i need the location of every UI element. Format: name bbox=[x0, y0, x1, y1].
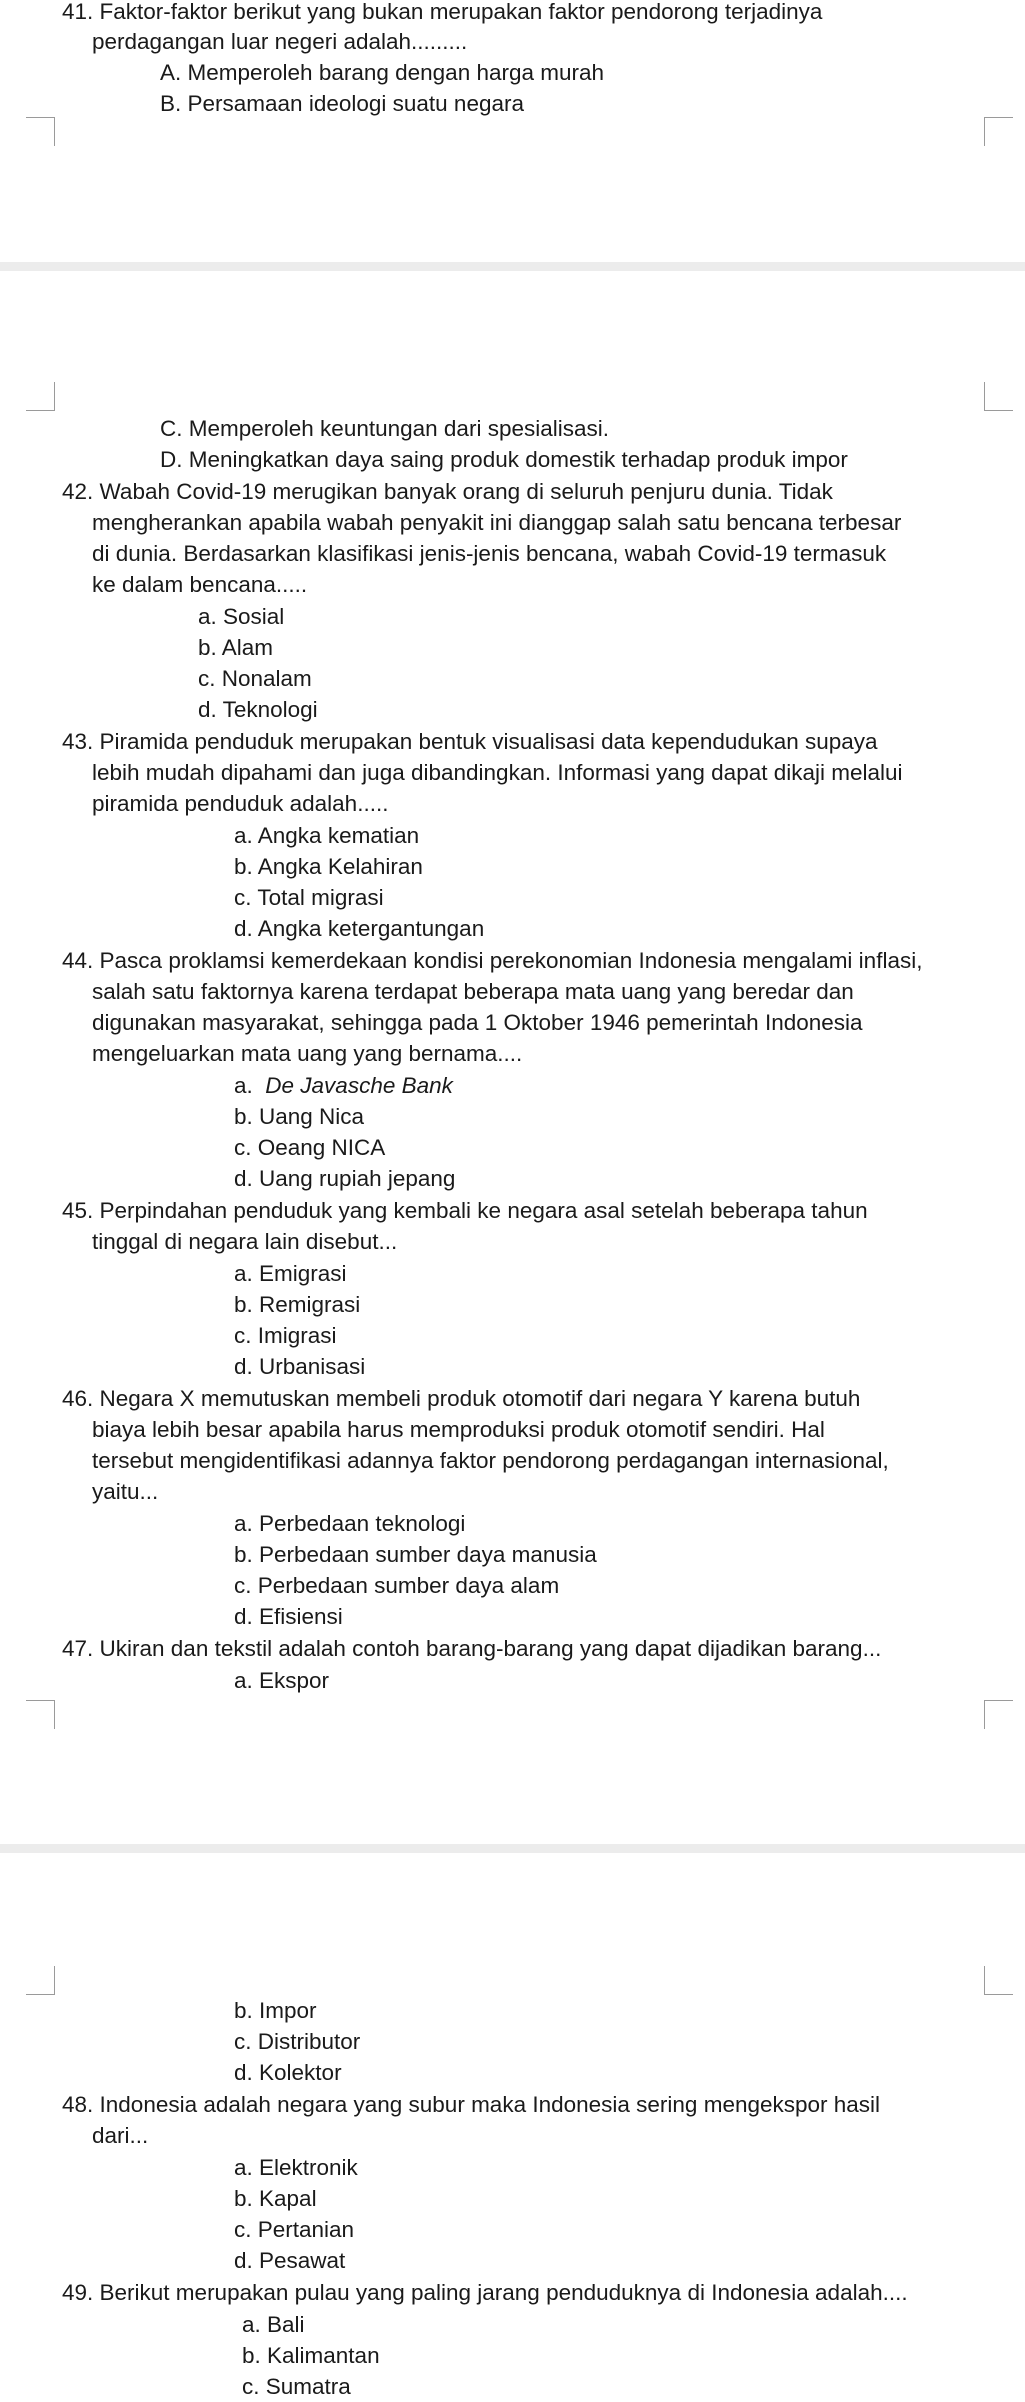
q47-option-d: d. Kolektor bbox=[234, 2060, 342, 2085]
q41-option-b: B. Persamaan ideologi suatu negara bbox=[160, 91, 524, 116]
q41-option-d: D. Meningkatkan daya saing produk domestik terhadap produk impor bbox=[160, 447, 848, 472]
page-break-divider bbox=[0, 1844, 1025, 1853]
q44-option-d: d. Uang rupiah jepang bbox=[234, 1166, 456, 1191]
q45-option-a: a. Emigrasi bbox=[234, 1261, 347, 1286]
q46-option-a: a. Perbedaan teknologi bbox=[234, 1511, 466, 1536]
q43-option-a: a. Angka kematian bbox=[234, 823, 420, 848]
page-corner-mark bbox=[984, 382, 1013, 411]
q49-option-a: a. Bali bbox=[242, 2312, 305, 2337]
q44-option-a-label: a. bbox=[234, 1073, 253, 1098]
q44-option-a bbox=[234, 1070, 453, 1101]
q48-option-a: a. Elektronik bbox=[234, 2155, 358, 2180]
q42-stem-line1: 42. Wabah Covid-19 merugikan banyak orang di seluruh penjuru dunia. Tidak bbox=[62, 479, 833, 504]
q41-option-c: C. Memperoleh keuntungan dari spesialisasi. bbox=[160, 416, 609, 441]
q42-stem-line4: ke dalam bencana..... bbox=[92, 572, 308, 597]
q42-option-a: a. Sosial bbox=[198, 604, 285, 629]
page-corner-mark bbox=[984, 117, 1013, 146]
q49-option-c-partial: c. Sumatra bbox=[242, 2374, 351, 2399]
q48-stem-line1: 48. Indonesia adalah negara yang subur maka Indonesia sering mengekspor hasil bbox=[62, 2092, 881, 2117]
q46-option-b: b. Perbedaan sumber daya manusia bbox=[234, 1542, 597, 1567]
q46-option-c: c. Perbedaan sumber daya alam bbox=[234, 1573, 560, 1598]
page-break-divider bbox=[0, 262, 1025, 271]
q45-option-b: b. Remigrasi bbox=[234, 1292, 361, 1317]
q43-option-b: b. Angka Kelahiran bbox=[234, 854, 423, 879]
page-corner-mark bbox=[984, 1700, 1013, 1729]
q46-stem-line1: 46. Negara X memutuskan membeli produk otomotif dari negara Y karena butuh bbox=[62, 1386, 861, 1411]
q44-option-c: c. Oeang NICA bbox=[234, 1135, 386, 1160]
q43-option-d: d. Angka ketergantungan bbox=[234, 916, 485, 941]
q42-stem-line3: di dunia. Berdasarkan klasifikasi jenis-jenis bencana, wabah Covid-19 termasuk bbox=[92, 541, 887, 566]
page-corner-mark bbox=[26, 117, 55, 146]
q42-option-b: b. Alam bbox=[198, 635, 274, 660]
q44-stem-line3: digunakan masyarakat, sehingga pada 1 Oktober 1946 pemerintah Indonesia bbox=[92, 1010, 863, 1035]
q44-option-b: b. Uang Nica bbox=[234, 1104, 365, 1129]
q48-option-c: c. Pertanian bbox=[234, 2217, 355, 2242]
q47-option-b: b. Impor bbox=[234, 1998, 317, 2023]
q43-stem-line3: piramida penduduk adalah..... bbox=[92, 791, 389, 816]
q45-stem-line2: tinggal di negara lain disebut... bbox=[92, 1229, 398, 1254]
q47-option-a: a. Ekspor bbox=[234, 1668, 330, 1693]
q45-option-d: d. Urbanisasi bbox=[234, 1354, 366, 1379]
q42-option-c: c. Nonalam bbox=[198, 666, 312, 691]
q42-stem-line2: mengherankan apabila wabah penyakit ini dianggap salah satu bencana terbesar bbox=[92, 510, 902, 535]
q41-option-a: A. Memperoleh barang dengan harga murah bbox=[160, 60, 605, 85]
page-corner-mark bbox=[26, 1966, 55, 1995]
q44-stem-line4: mengeluarkan mata uang yang bernama.... bbox=[92, 1041, 523, 1066]
q43-stem-line1: 43. Piramida penduduk merupakan bentuk visualisasi data kependudukan supaya bbox=[62, 729, 878, 754]
page-corner-mark bbox=[26, 1700, 55, 1729]
q49-stem-line1: 49. Berikut merupakan pulau yang paling jarang penduduknya di Indonesia adalah.... bbox=[62, 2280, 908, 2305]
q46-option-d: d. Efisiensi bbox=[234, 1604, 343, 1629]
q45-stem-line1: 45. Perpindahan penduduk yang kembali ke negara asal setelah beberapa tahun bbox=[62, 1198, 868, 1223]
q41-stem-line1: 41. Faktor-faktor berikut yang bukan merupakan faktor pendorong terjadinya bbox=[62, 0, 823, 24]
q48-option-b: b. Kapal bbox=[234, 2186, 317, 2211]
q49-option-b: b. Kalimantan bbox=[242, 2343, 380, 2368]
q46-stem-line3: tersebut mengidentifikasi adannya faktor pendorong perdagangan internasional, bbox=[92, 1448, 889, 1473]
q44-option-a-text: De Javasche Bank bbox=[265, 1073, 453, 1098]
q47-stem-line1: 47. Ukiran dan tekstil adalah contoh barang-barang yang dapat dijadikan barang... bbox=[62, 1636, 882, 1661]
q42-option-d: d. Teknologi bbox=[198, 697, 318, 722]
q43-stem-line2: lebih mudah dipahami dan juga dibandingkan. Informasi yang dapat dikaji melalui bbox=[92, 760, 903, 785]
q46-stem-line4: yaitu... bbox=[92, 1479, 159, 1504]
page-corner-mark bbox=[26, 382, 55, 411]
page-corner-mark bbox=[984, 1966, 1013, 1995]
q45-option-c: c. Imigrasi bbox=[234, 1323, 337, 1348]
q46-stem-line2: biaya lebih besar apabila harus memproduksi produk otomotif sendiri. Hal bbox=[92, 1417, 825, 1442]
q44-stem-line2: salah satu faktornya karena terdapat beberapa mata uang yang beredar dan bbox=[92, 979, 854, 1004]
q47-option-c: c. Distributor bbox=[234, 2029, 361, 2054]
q41-stem-line2: perdagangan luar negeri adalah......... bbox=[92, 29, 468, 54]
q48-option-d: d. Pesawat bbox=[234, 2248, 346, 2273]
q44-stem-line1: 44. Pasca proklamsi kemerdekaan kondisi perekonomian Indonesia mengalami inflasi, bbox=[62, 948, 923, 973]
q43-option-c: c. Total migrasi bbox=[234, 885, 384, 910]
q48-stem-line2: dari... bbox=[92, 2123, 149, 2148]
